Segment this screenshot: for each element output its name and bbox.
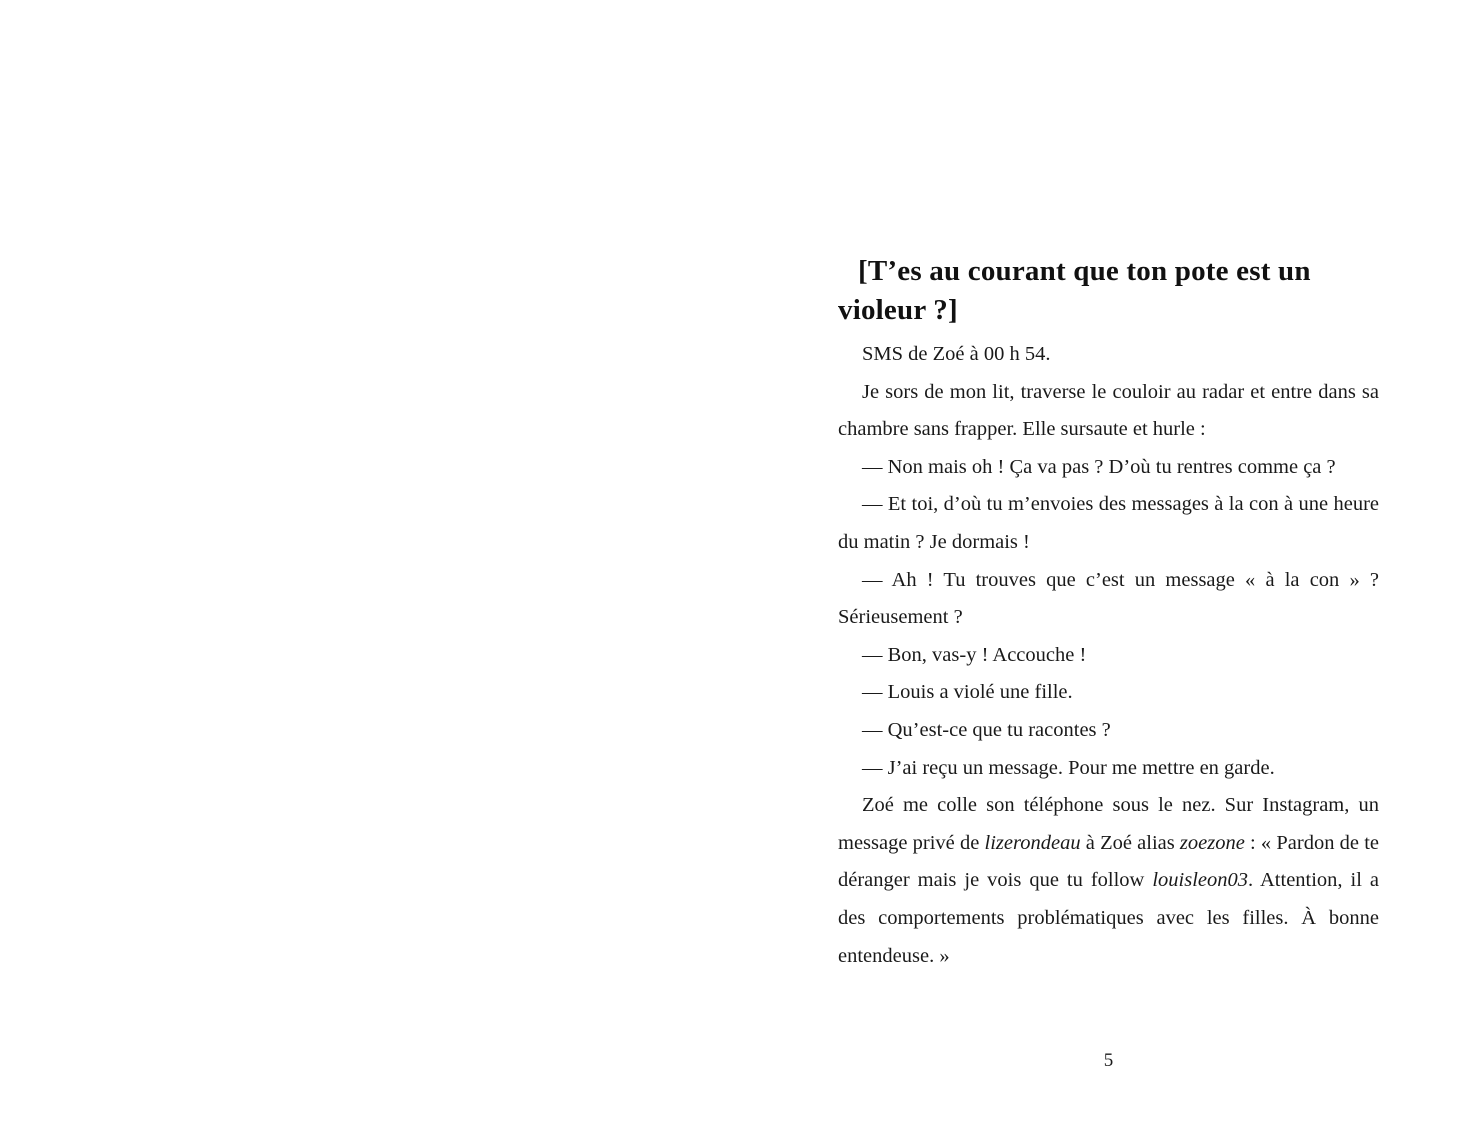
text-run: — Qu’est-ce que tu racontes ? [862,718,1111,741]
italic-text: lizerondeau [984,831,1081,854]
text-run: : « Pardon de te déranger mais je vois que tu follow [838,831,1379,892]
chapter-title: [T’es au courant que ton pote est un violeur ?] [838,255,1311,326]
text-run: — Et toi, d’où tu m’envoies des messages à la con à une heure du matin ? Je dormais ! [838,493,1379,553]
text-run: — Bon, vas-y ! Accouche ! [862,643,1087,666]
italic-text: louisleon03 [1152,869,1249,892]
text-block [838,252,1379,975]
italic-text: zoezone [1179,831,1245,854]
text-run: — J’ai reçu un message. Pour me mettre en garde. [862,756,1275,779]
paragraph [838,674,1379,712]
paragraph [838,750,1379,788]
paragraph [838,336,1379,374]
text-run: SMS de Zoé à 00 h 54. [862,343,1051,365]
paragraph [838,637,1379,675]
paragraph [838,486,1379,561]
text-run: à Zoé alias [1080,831,1180,854]
paragraph [838,787,1379,975]
page-number: 5 [1103,1050,1114,1071]
paragraph [838,712,1379,750]
text-run: Je sors de mon lit, traverse le couloir au radar et entre dans sa chambre sans frapper. Elle sursaute et hurle : [838,380,1379,441]
text-run: — Ah ! Tu trouves que c’est un message « à la con » ? Sérieusement ? [838,568,1379,629]
text-run: . Attention, il a des comportements problématiques avec les filles. À bonne entendeuse. » [838,869,1380,967]
paragraph [838,449,1379,487]
paragraph [838,562,1379,637]
paragraphs [838,336,1379,975]
text-run: Zoé me colle son téléphone sous le nez. Sur Instagram, un message privé de [838,794,1379,854]
text-run: — Non mais oh ! Ça va pas ? D’où tu rentres comme ça ? [862,455,1336,478]
paragraph [838,374,1379,449]
text-run: — Louis a violé une fille. [862,681,1073,704]
